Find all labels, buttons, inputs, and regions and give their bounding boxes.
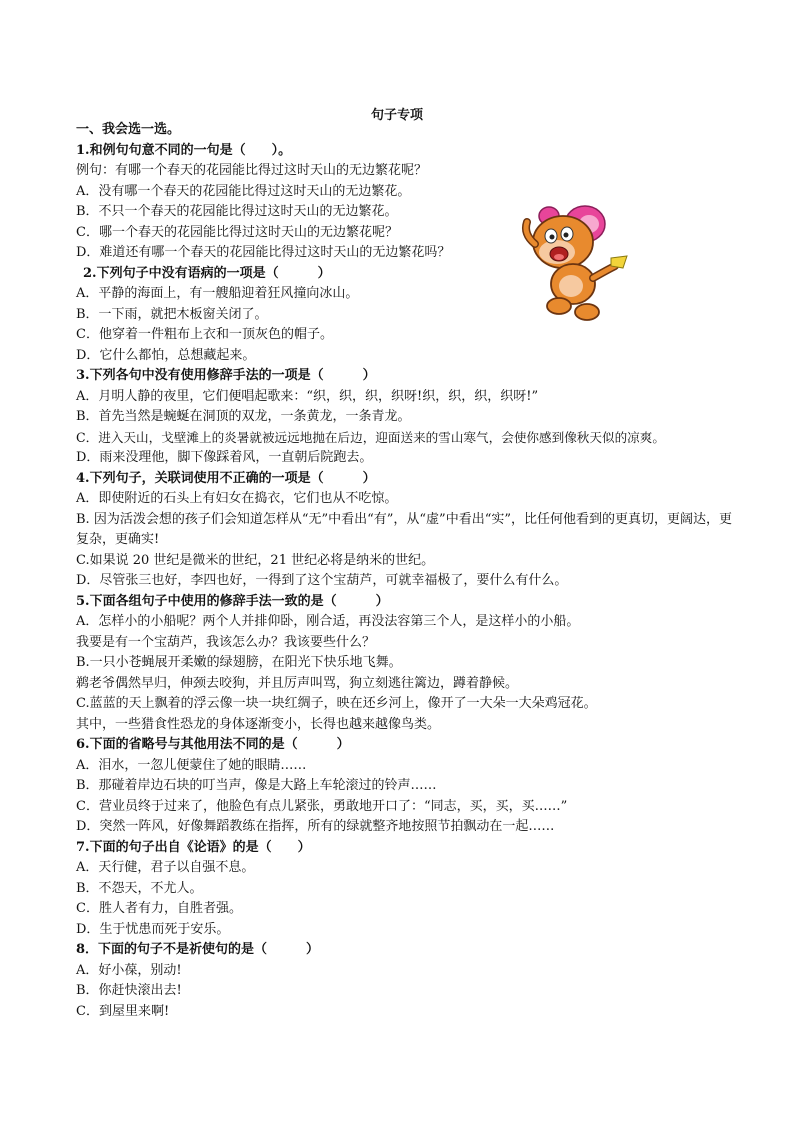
question-8-option-b: B．你赶快滚出去! <box>76 983 182 998</box>
question-6-stem: 6.下面的省略号与其他用法不同的是（ ） <box>76 737 350 752</box>
question-2-option-d: D．它什么都怕，总想藏起来。 <box>76 347 256 363</box>
question-5-option-a-1: A．怎样小的小船呢？两个人并排仰卧，刚合适，再没法容第三个人，是这样小的小船。 <box>76 614 580 629</box>
question-7-option-c: C．胜人者有力，自胜者强。 <box>76 901 242 916</box>
question-6-option-c: C．营业员终于过来了，他脸色有点儿紧张，勇敢地开口了：“同志，买，买，买……” <box>76 798 568 814</box>
question-3-option-b: B．首先当然是蜿蜒在洞顶的双龙，一条黄龙，一条青龙。 <box>76 409 411 424</box>
question-3-option-c: C．进入天山，戈壁滩上的炎暑就被远远地抛在后边，迎面送来的雪山寒气，会使你感到像秋天似的凉爽。 <box>76 429 665 445</box>
question-6-option-b: B．那碰着岸边石块的叮当声，像是大路上车轮滚过的铃声…… <box>76 778 437 793</box>
question-8-option-a: A．好小葆，别动! <box>76 962 182 978</box>
question-8-stem: 8．下面的句子不是祈使句的是（ ） <box>76 942 320 957</box>
question-1-option-d: D．难道还有哪一个春天的花园能比得过这时天山的无边繁花吗？ <box>76 245 451 260</box>
question-3-option-d: D．雨来没理他，脚下像踩着风，一直朝后院跑去。 <box>76 450 373 465</box>
question-7-option-d: D．生于忧患而死于安乐。 <box>76 921 230 937</box>
question-2-option-b: B．一下雨，就把木板窗关闭了。 <box>76 306 268 322</box>
section-heading: 一、我会选一选。 <box>76 122 181 137</box>
document-body <box>76 120 736 1022</box>
cartoon-mascot-illustration <box>515 200 630 322</box>
question-1-option-c: C．哪一个春天的花园能比得过这时天山的无边繁花呢？ <box>76 224 398 240</box>
question-1-option-a: A．没有哪一个春天的花园能比得过这时天山的无边繁花。 <box>76 183 411 199</box>
question-4-stem: 4.下列句子，关联词使用不正确的一项是（ ） <box>76 470 376 486</box>
question-1-option-b: B．不只一个春天的花园能比得过这时天山的无边繁花。 <box>76 204 398 219</box>
question-4-option-c: C.如果说 20 世纪是微米的世纪，21 世纪必将是纳米的世纪。 <box>76 552 435 568</box>
question-2-stem: 2.下列句子中没有语病的一项是（ ） <box>83 265 331 281</box>
question-5-option-b-2: 鹈老爷偶然早归，伸颈去咬狗，并且厉声叫骂，狗立刻逃往篱边，蹲着静候。 <box>76 675 519 691</box>
question-5-option-b-1: B.一只小苍蝇展开柔嫩的绿翅膀，在阳光下快乐地飞舞。 <box>76 655 402 670</box>
question-2-option-a: A．平静的海面上，有一艘船迎着狂风撞向冰山。 <box>76 286 359 301</box>
question-7-stem: 7.下面的句子出自《论语》的是（ ） <box>76 839 311 855</box>
question-7-option-b: B．不怨天，不尤人。 <box>76 880 203 896</box>
question-8-option-c: C．到屋里来啊! <box>76 1003 170 1019</box>
question-7-option-a: A．天行健，君子以自强不息。 <box>76 860 255 875</box>
question-2-option-c: C．他穿着一件粗布上衣和一顶灰色的帽子。 <box>76 327 333 342</box>
question-4-option-d: D．尽管张三也好，李四也好，一得到了这个宝葫芦，可就幸福极了，要什么有什么。 <box>76 573 568 588</box>
question-6-option-d: D．突然一阵风，好像舞蹈教练在指挥，所有的绿就整齐地按照节拍飘动在一起…… <box>76 819 555 834</box>
question-5-option-c-1: C.蓝蓝的天上飘着的浮云像一块一块红绸子，映在还乡河上，像开了一大朵一大朵鸡冠花。 <box>76 696 597 711</box>
question-5-option-a-2: 我要是有一个宝葫芦，我该怎么办？我该要些什么？ <box>76 634 376 650</box>
question-4-option-a: A．即使附近的石头上有妇女在捣衣，它们也从不吃惊。 <box>76 491 398 506</box>
question-4-option-b: B. 因为活泼会想的孩子们会知道怎样从“无”中看出“有”，从“虚”中看出“实”，比任何他看到的更真切，更阔达，更复杂，更确实! <box>76 511 732 547</box>
question-1-example: 例句：有哪一个春天的花园能比得过这时天山的无边繁花呢？ <box>76 163 428 178</box>
question-3-stem: 3.下列各句中没有使用修辞手法的一项是（ ） <box>76 368 376 383</box>
question-5-stem: 5.下面各组句子中使用的修辞手法一致的是（ ） <box>76 593 389 609</box>
page-title: 句子专项 <box>370 108 423 123</box>
question-5-option-c-2: 其中，一些猎食性恐龙的身体逐渐变小，长得也越来越像鸟类。 <box>76 716 441 732</box>
question-1-stem: 1.和例句句意不同的一句是（ ）。 <box>76 142 292 158</box>
question-3-option-a: A．月明人静的夜里，它们便唱起歌来：“织，织，织，织呀!织，织，织，织呀!” <box>76 388 539 404</box>
question-6-option-a: A．泪水，一忽儿便蒙住了她的眼睛…… <box>76 757 307 773</box>
